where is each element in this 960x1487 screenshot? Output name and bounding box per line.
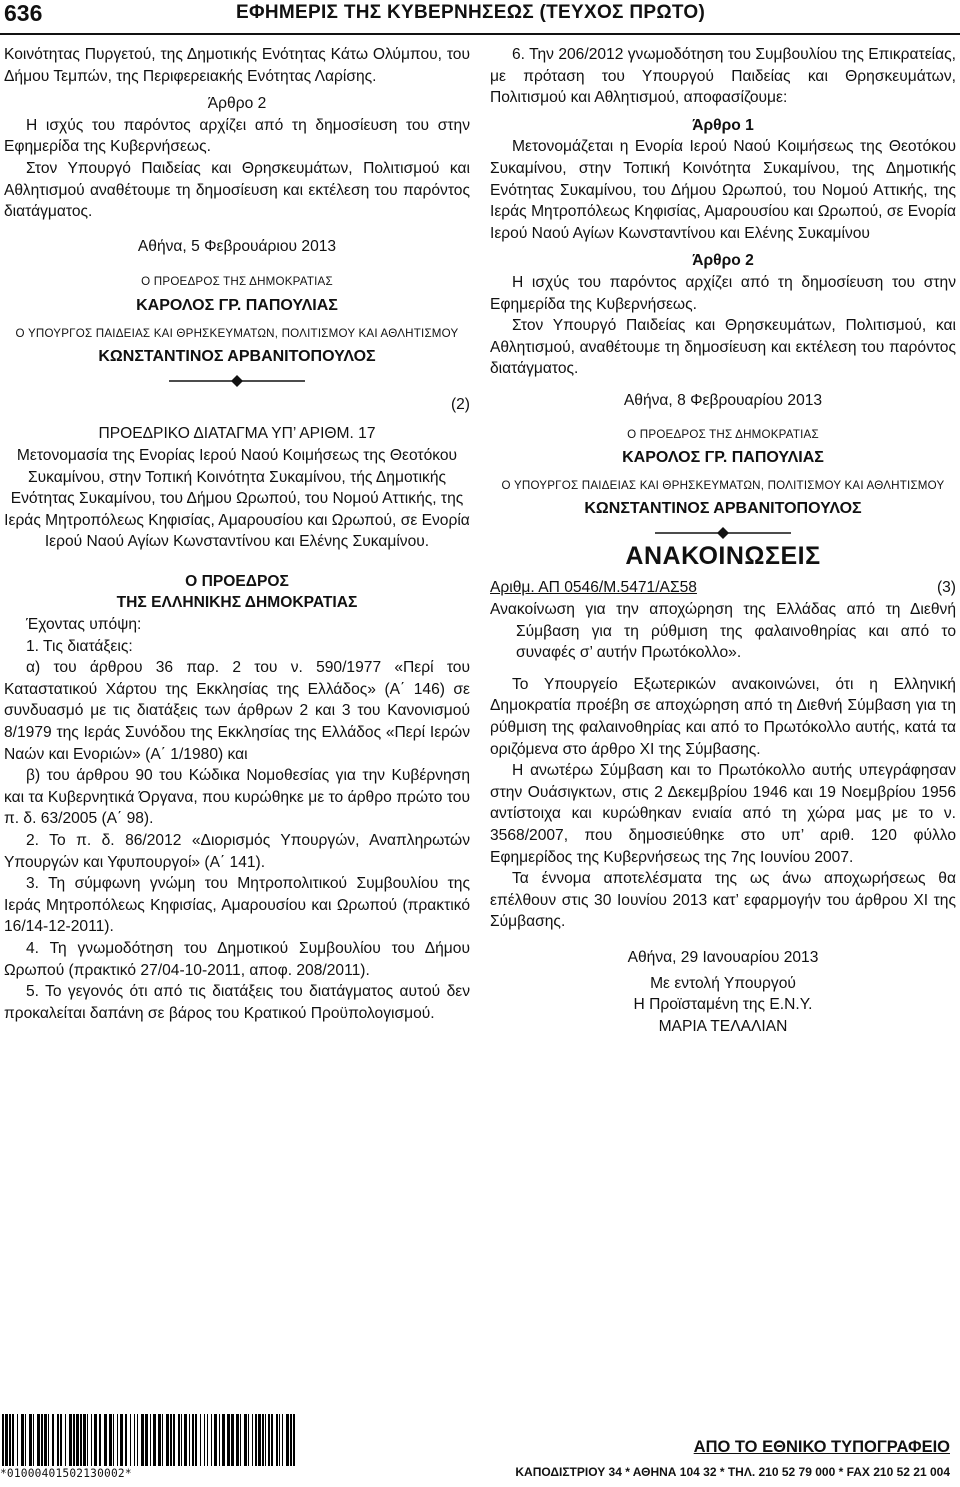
barcode-bar — [73, 1414, 75, 1466]
barcode-bar — [91, 1414, 92, 1466]
barcode-bar — [153, 1414, 156, 1466]
barcode-bar — [248, 1414, 249, 1466]
barcode-bar — [141, 1414, 144, 1466]
barcode-bar — [255, 1414, 257, 1466]
decree-subject: Μετονομασία της Ενορίας Ιερού Ναού Κοιμήσεως της Θεοτόκου Συκαμίνου, στην Τοπική Κοινότητα Συκαμίνου, τής Δημοτικής Ενότητας Συκαμίνου, του Δήμου Ωρωπού, του Νομού Αττικής, της Ιεράς Μητροπόλεως Κηφισίας, Αμαρουσίου και Ωρωπού, σε Ενορία Ιερού Ναού Αγίων Κωνσταντίνου και Ελένης Συκαμίνου. — [4, 446, 470, 551]
barcode-bar — [200, 1414, 201, 1466]
president-title: Ο ΠΡΟΕΔΡΟΣ ΤΗΣ ΔΗΜΟΚΡΑΤΙΑΣ — [141, 275, 333, 289]
announcement-paragraph-1: Το Υπουργείο Εξωτερικών ανακοινώνει, ότι η Ελληνική Δημοκρατία προέβη σε αποχώρηση από τη Διεθνή Σύμβαση για τη ρύθμιση της φαλαινοθηρίας και από το Πρωτόκολλο αυτής, κατά τα οριζόμενα στο άρθρο XI της Σύμβασης. — [490, 675, 956, 758]
president-title: Ο ΠΡΟΕΔΡΟΣ ΤΗΣ ΔΗΜΟΚΡΑΤΙΑΣ — [627, 427, 819, 441]
announcement-signature-line-2: Η Προϊσταμένη της Ε.Ν.Υ. — [633, 996, 813, 1014]
decree-reference: (2) — [450, 395, 470, 413]
provision-4: 4. Τη γνωμοδότηση του Δημοτικού Συμβουλίου του Δήμου Ωρωπού (πρακτικό 27/04-10-2011, αποφ. 208/2011). — [4, 939, 470, 979]
provision-1b: β) του άρθρου 90 του Κώδικα Νομοθεσίας για την Κυβέρνηση και τα Κυβερνητικά Όργανα, που κυρώθηκε με το άρθρο πρώτο του π. δ. 63/2005 (Α΄ 98). — [4, 767, 470, 828]
article-2-title: Άρθρο 2 — [207, 95, 267, 113]
minister-title: Ο ΥΠΟΥΡΓΟΣ ΠΑΙΔΕΙΑΣ ΚΑΙ ΘΡΗΣΚΕΥΜΑΤΩΝ, ΠΟΛΙΤΙΣΜΟΥ ΚΑΙ ΑΘΛΗΤΙΣΜΟΥ — [501, 478, 945, 492]
barcode-bar — [271, 1414, 273, 1466]
barcode-bar — [279, 1414, 280, 1466]
announcement-signature-line-1: Με εντολή Υπουργού — [650, 974, 796, 992]
right-column — [490, 44, 956, 1037]
announcements-heading: ΑΝΑΚΟΙΝΩΣΕΙΣ — [625, 541, 821, 570]
minister-name: ΚΩΝΣΤΑΝΤΙΝΟΣ ΑΡΒΑΝΙΤΟΠΟΥΛΟΣ — [584, 500, 862, 518]
barcode-bar — [76, 1414, 79, 1466]
barcode-bar — [41, 1414, 43, 1466]
barcode-bar — [130, 1414, 131, 1466]
barcode-bar — [17, 1414, 18, 1466]
article-2-text: Η ισχύς του παρόντος αρχίζει από τη δημοσίευση του στην Εφημερίδα της Κυβερνήσεως. — [490, 273, 956, 313]
barcode-bar — [145, 1414, 148, 1466]
barcode-bar — [57, 1414, 59, 1466]
page-header — [0, 0, 960, 34]
barcode-bar — [252, 1414, 253, 1466]
president-name: ΚΑΡΟΛΟΣ ΓΡ. ΠΑΠΟΥΛΙΑΣ — [622, 449, 824, 467]
barcode-bar — [227, 1414, 230, 1466]
article-2-assignment: Στον Υπουργό Παιδείας και Θρησκευμάτων, Πολιτισμού, και Αθλητισμού, αναθέτουμε τη δημοσίευση και εκτέλεση του παρόντος διατάγματος. — [490, 317, 956, 378]
barcode-bar — [69, 1414, 72, 1466]
president-heading-2: ΤΗΣ ΕΛΛΗΝΙΚΗΣ ΔΗΜΟΚΡΑΤΙΑΣ — [116, 594, 358, 612]
barcode-bar — [21, 1414, 24, 1466]
barcode-bar — [117, 1414, 118, 1466]
barcode — [2, 1414, 296, 1466]
announcement-date: Αθήνα, 29 Ιανουαρίου 2013 — [627, 948, 819, 966]
barcode-bar — [195, 1414, 197, 1466]
barcode-bar — [286, 1414, 289, 1466]
barcode-bar — [12, 1414, 14, 1466]
having-regard: Έχοντας υπόψη: — [26, 616, 142, 634]
left-column — [4, 44, 470, 1024]
article-2-title: Άρθρο 2 — [692, 252, 754, 270]
barcode-bar — [60, 1414, 62, 1466]
barcode-bar — [37, 1414, 40, 1466]
barcode-bar — [189, 1414, 190, 1466]
barcode-text: *01000401502130002* — [0, 1467, 132, 1480]
provision-6: 6. Την 206/2012 γνωμοδότηση του Συμβουλίου της Επικρατείας, με πρόταση του Υπουργού Παιδείας και Θρησκευμάτων, Πολιτισμού και Αθλητισμού, αποφασίζουμε: — [490, 46, 956, 107]
barcode-bar — [150, 1414, 151, 1466]
barcode-bar — [181, 1414, 182, 1466]
barcode-bar — [178, 1414, 180, 1466]
barcode-bar — [125, 1414, 127, 1466]
barcode-bar — [5, 1414, 8, 1466]
barcode-bar — [244, 1414, 247, 1466]
barcode-bar — [166, 1414, 169, 1466]
barcode-bar — [219, 1414, 220, 1466]
barcode-bar — [207, 1414, 208, 1466]
barcode-bar — [48, 1414, 49, 1466]
section-divider — [167, 374, 307, 388]
barcode-bar — [158, 1414, 161, 1466]
article-2-assignment: Στον Υπουργό Παιδείας και Θρησκευμάτων, Πολιτισμού και Αθλητισμού αναθέτουμε τη δημοσίευση και εκτέλεση του παρόντος διατάγματος. — [4, 159, 470, 221]
signing-date: Αθήνα, 5 Φεβρουάριου 2013 — [137, 237, 337, 255]
minister-name: ΚΩΝΣΤΑΝΤΙΝΟΣ ΑΡΒΑΝΙΤΟΠΟΥΛΟΣ — [98, 348, 376, 366]
barcode-bar — [52, 1414, 54, 1466]
barcode-bar — [170, 1414, 172, 1466]
section-divider — [653, 526, 793, 540]
barcode-bar — [80, 1414, 82, 1466]
barcode-bar — [2, 1414, 4, 1466]
intro-text: Κοινότητας Πυργετού, της Δημοτικής Ενότητας Κάτω Ολύμπου, του Δήμου Τεμπών, της Περιφερειακής Ενότητας Λαρίσης. — [4, 46, 470, 85]
barcode-bar — [290, 1414, 292, 1466]
announcement-reference: Αριθμ. ΑΠ 0546/Μ.5471/ΑΣ58 — [490, 579, 697, 597]
announcement-ref-row — [490, 577, 956, 599]
barcode-bar — [137, 1414, 138, 1466]
printer-address: ΚΑΠΟΔΙΣΤΡΙΟΥ 34 * ΑΘΗΝΑ 104 32 * ΤΗΛ. 210 52 79 000 * FAX 210 52 21 004 — [515, 1465, 950, 1479]
barcode-bar — [99, 1414, 101, 1466]
minister-title: Ο ΥΠΟΥΡΓΟΣ ΠΑΙΔΕΙΑΣ ΚΑΙ ΘΡΗΣΚΕΥΜΑΤΩΝ, ΠΟΛΙΤΙΣΜΟΥ ΚΑΙ ΑΘΛΗΤΙΣΜΟΥ — [15, 326, 459, 340]
article-1-text: Μετονομάζεται η Ενορία Ιερού Ναού Κοιμήσεως της Θεοτόκου Συκαμίνου, στην Τοπική Κοινότητα Συκαμίνου, της Δημοτικής Ενότητας Συκαμίνου, του Δήμου Ωρωπού, του Νομού Αττικής, της Ιεράς Μητροπόλεως Κηφισίας, Αμαρουσίου και Ωρωπού, σε Ενορία Ιερού Ναού Αγίων Κωνσταντίνου και Ελένης Συκαμίνου — [490, 138, 956, 242]
announcement-title: Ανακοίνωση για την αποχώρηση της Ελλάδας από τη Διεθνή Σύμβαση για τη ρύθμιση της φαλαινοθηρίας και από το συναφές σ’ αυτήν Πρωτόκολλο». — [490, 601, 956, 662]
president-name: ΚΑΡΟΛΟΣ ΓΡ. ΠΑΠΟΥΛΙΑΣ — [136, 296, 338, 314]
article-1-title: Άρθρο 1 — [692, 116, 754, 134]
signing-date: Αθήνα, 8 Φεβρουαρίου 2013 — [623, 391, 823, 409]
barcode-bar — [9, 1414, 11, 1466]
barcode-bar — [173, 1414, 175, 1466]
barcode-bar — [211, 1414, 212, 1466]
barcode-bar — [276, 1414, 278, 1466]
barcode-bar — [162, 1414, 163, 1466]
printer-name: ΑΠΟ ΤΟ ΕΘΝΙΚΟ ΤΥΠΟΓΡΑΦΕΙΟ — [693, 1438, 950, 1456]
president-heading: Ο ΠΡΟΕΔΡΟΣ — [185, 572, 289, 590]
provision-1: 1. Τις διατάξεις: — [26, 637, 133, 655]
barcode-bar — [134, 1414, 135, 1466]
header-rule — [0, 33, 960, 35]
provision-2: 2. Το π. δ. 86/2012 «Διορισμός Υπουργών, Αναπληρωτών Υπουργών και Υφυπουργοί» (Α΄ 141). — [4, 832, 470, 871]
gazette-title: ΕΦΗΜΕΡΙΣ ΤΗΣ ΚΥΒΕΡΝΗΣΕΩΣ (ΤΕΥΧΟΣ ΠΡΩΤΟ) — [236, 2, 706, 23]
barcode-bar — [214, 1414, 217, 1466]
barcode-bar — [236, 1414, 239, 1466]
announcement-paragraph-3: Τα έννομα αποτελέσματα της ως άνω αποχωρήσεως θα επέλθουν στις 30 Ιουνίου 2013 κατ’ εφαρμογήν του άρθρου XI της Σύμβασης. — [490, 870, 956, 931]
barcode-bar — [83, 1414, 86, 1466]
barcode-bar — [268, 1414, 270, 1466]
article-2-text: Η ισχύς του παρόντος αρχίζει από τη δημοσίευση του στην Εφημερίδα της Κυβερνήσεως. — [4, 116, 470, 156]
barcode-bar — [109, 1414, 112, 1466]
barcode-bar — [293, 1414, 295, 1466]
barcode-bar — [265, 1414, 266, 1466]
page-footer — [0, 1412, 960, 1487]
provision-3: 3. Τη σύμφωνη γνώμη του Μητροπολιτικού Συμβουλίου της Ιεράς Μητροπόλεως Κηφισίας, Αμαρουσίου και Ωρωπού (πρακτικό 16/14-12-2011). — [4, 875, 470, 936]
barcode-bar — [192, 1414, 194, 1466]
barcode-bar — [94, 1414, 97, 1466]
announcement-number: (3) — [936, 579, 956, 597]
provision-5: 5. Το γεγονός ότι από τις διατάξεις του διατάγματος αυτού δεν προκαλείται δαπάνη σε βάρος του Κρατικού Προϋπολογισμού. — [4, 983, 470, 1022]
barcode-bar — [204, 1414, 205, 1466]
announcement-signatory: ΜΑΡΙΑ ΤΕΛΑΛΙΑΝ — [658, 1017, 788, 1035]
barcode-bar — [258, 1414, 261, 1466]
barcode-bar — [231, 1414, 234, 1466]
barcode-bar — [87, 1414, 88, 1466]
decree-title: ΠΡΟΕΔΡΙΚΟ ΔΙΑΤΑΓΜΑ ΥΠ’ ΑΡΙΘΜ. 17 — [98, 425, 376, 443]
provision-1a: α) του άρθρου 36 παρ. 2 του ν. 590/1977 «Περί του Καταστατικού Χάρτου της Εκκλησίας της Ελλάδος» (Α΄ 146) σε συνδυασμό με τις διατάξεις των άρθρων 2 και 3 του Κανονισμού 8/1979 της Ιεράς Συνόδου της Εκκλησίας της Ελλάδος «Περί Ιερών Ναών και Ενοριών» (Α΄ 1/1980) και — [4, 659, 470, 763]
barcode-bar — [240, 1414, 241, 1466]
barcode-bar — [184, 1414, 187, 1466]
barcode-bar — [113, 1414, 114, 1466]
barcode-bar — [222, 1414, 225, 1466]
barcode-bar — [282, 1414, 283, 1466]
barcode-bar — [104, 1414, 107, 1466]
page-number: 636 — [4, 0, 43, 26]
barcode-bar — [120, 1414, 123, 1466]
barcode-bar — [33, 1414, 34, 1466]
announcement-paragraph-2: Η ανωτέρω Σύμβαση και το Πρωτόκολλο αυτής υπεγράφησαν στην Ουάσιγκτων, στις 2 Δεκεμβρίου 1946 και 19 Νοεμβρίου 1956 αντίστοιχα και κυρώθηκαν ενιαία από τη χώρα μας με το ν. 3568/2007, που δημοσιεύθηκε στο υπ’ αριθ. 120 φύλλο Εφημερίδος της Κυβερνήσεως της 7ης Ιουνίου 2007. — [490, 762, 956, 866]
barcode-bar — [29, 1414, 32, 1466]
barcode-bar — [44, 1414, 47, 1466]
barcode-bar — [25, 1414, 26, 1466]
barcode-bar — [65, 1414, 66, 1466]
barcode-bar — [262, 1414, 264, 1466]
